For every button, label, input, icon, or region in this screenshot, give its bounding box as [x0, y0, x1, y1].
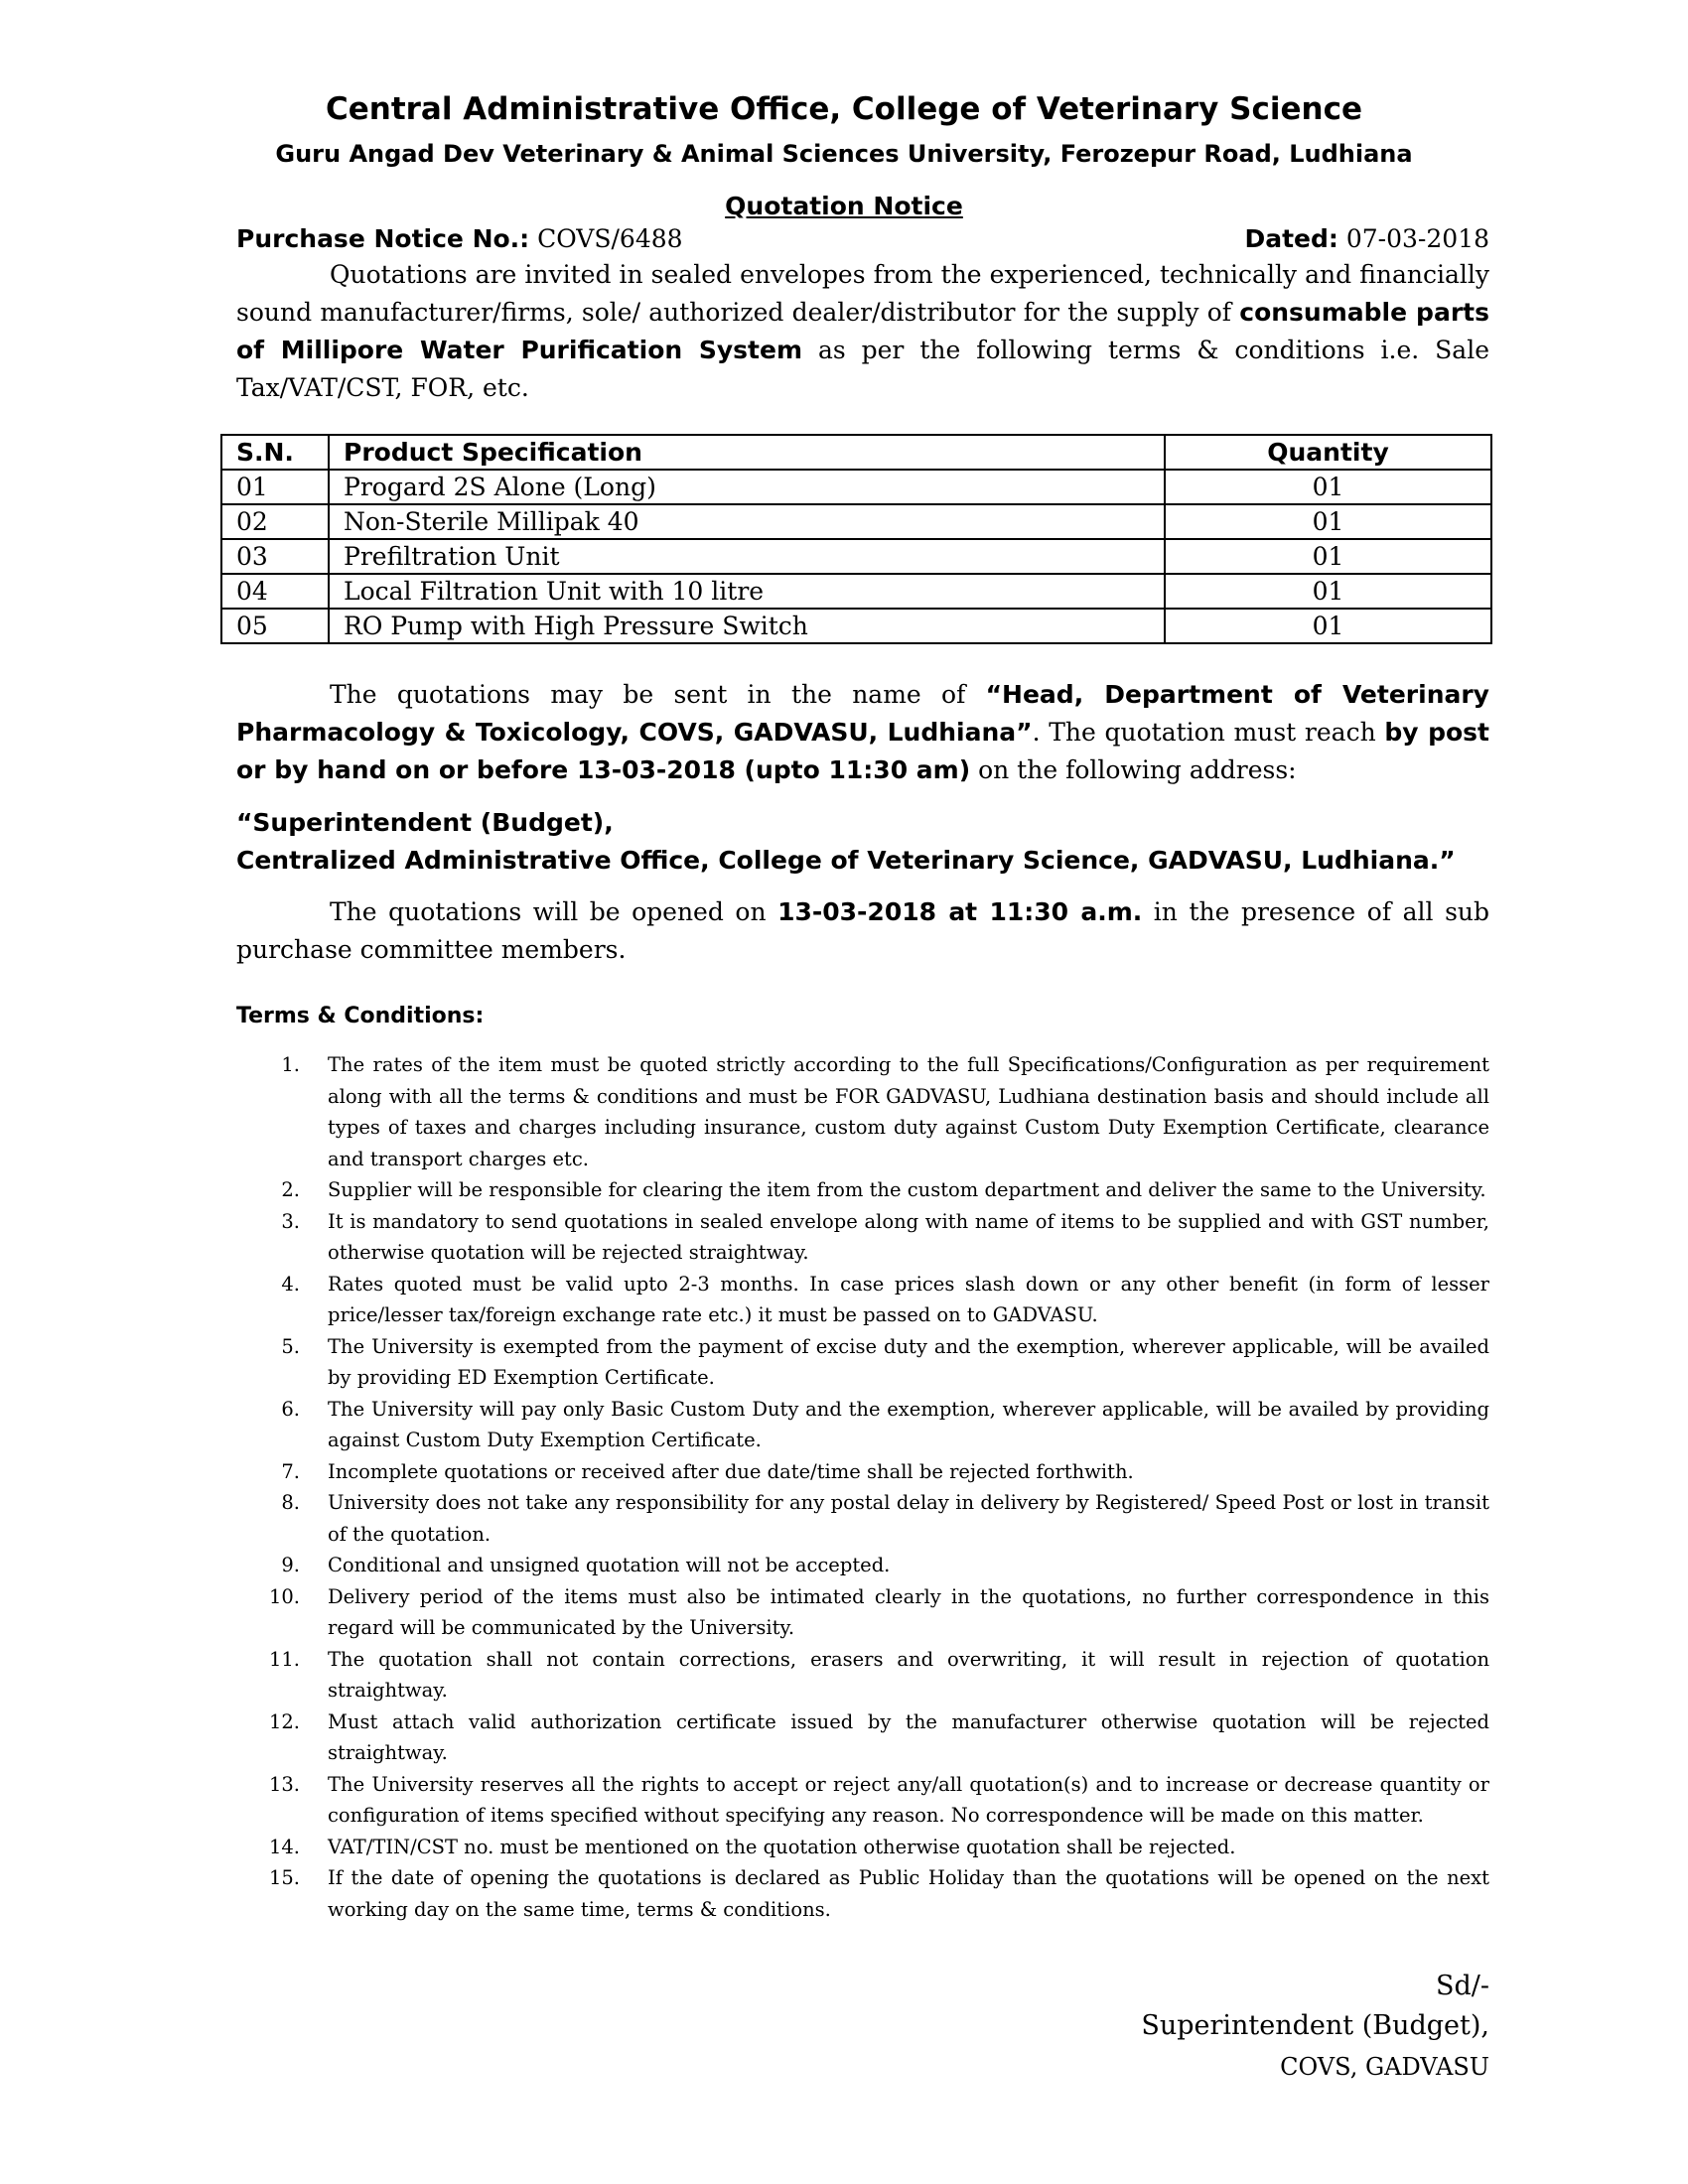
opening-datetime: 13-03-2018 at 11:30 a.m. [777, 897, 1143, 926]
cell-sn: 04 [221, 574, 329, 609]
term-text: The University will pay only Basic Custom Duty and the exemption, wherever applicable, will be availed by providing against Custom Duty Exemption Certificate. [328, 1397, 1489, 1451]
term-text: University does not take any responsibility for any postal delay in delivery by Registered/ Speed Post or lost in transit of the quotation. [328, 1491, 1489, 1546]
header-qty: Quantity [1165, 435, 1491, 470]
header-spec: Product Specification [329, 435, 1165, 470]
term-item [236, 1456, 1489, 1488]
term-text: The rates of the item must be quoted strictly according to the full Specifications/Configuration as per requirement along with all the terms & conditions and must be FOR GADVASU, Ludhiana destination basis and should include all types of taxes and charges including insurance, custom duty against Custom Duty Exemption Certificate, clearance and transport charges etc. [328, 1053, 1489, 1170]
term-number: 3. [281, 1209, 300, 1233]
send-text: The quotations may be sent in the name of [330, 680, 986, 709]
term-number: 1. [281, 1053, 300, 1076]
term-number: 11. [268, 1647, 300, 1671]
cell-sn: 05 [221, 609, 329, 643]
term-number: 9. [281, 1554, 300, 1576]
cell-qty: 01 [1165, 574, 1491, 609]
terms-list [236, 1049, 1489, 1925]
cell-spec: RO Pump with High Pressure Switch [329, 609, 1165, 643]
office-heading: Central Administrative Office, College of Veterinary Science [325, 91, 1363, 127]
intro-text: Quotations are invited in sealed envelopes from the experienced, technically and financially sound manufacturer/firms, sole/ authorized dealer/distributor for the supply of [236, 260, 1489, 327]
term-item [236, 1832, 1489, 1863]
cell-spec: Progard 2S Alone (Long) [329, 470, 1165, 504]
cell-qty: 01 [1165, 504, 1491, 539]
term-text: Supplier will be responsible for clearing the item from the custom department and deliver the same to the University. [328, 1178, 1486, 1201]
send-text-mid: . The quotation must reach [1032, 718, 1385, 747]
terms-heading: Terms & Conditions: [236, 1004, 485, 1028]
term-number: 6. [281, 1397, 300, 1421]
term-item [236, 1644, 1489, 1706]
table-row [221, 609, 1491, 643]
cell-sn: 03 [221, 539, 329, 574]
term-number: 12. [268, 1709, 300, 1733]
notice-number-label: Purchase Notice No.: [236, 224, 530, 253]
opening-paragraph [236, 893, 1489, 969]
term-text: Delivery period of the items must also be intimated clearly in the quotations, no further correspondence in this regard will be communicated by the University. [328, 1584, 1489, 1639]
cell-spec: Prefiltration Unit [329, 539, 1165, 574]
product-table [220, 434, 1492, 644]
table-row [221, 504, 1491, 539]
cell-qty: 01 [1165, 470, 1491, 504]
cell-spec: Local Filtration Unit with 10 litre [329, 574, 1165, 609]
term-number: 5. [281, 1334, 300, 1358]
term-item [236, 1049, 1489, 1174]
term-item [236, 1706, 1489, 1769]
cell-sn: 02 [221, 504, 329, 539]
term-text: The University is exempted from the payment of excise duty and the exemption, wherever applicable, will be availed by providing ED Exemption Certificate. [328, 1334, 1489, 1389]
term-item [236, 1206, 1489, 1269]
send-deadline: by post or by hand on or before 13-03-2018 (upto 11:30 am) [236, 718, 1489, 784]
signature-sd: Sd/- [1436, 1971, 1489, 2001]
cell-sn: 01 [221, 470, 329, 504]
term-number: 13. [268, 1772, 300, 1796]
cell-qty: 01 [1165, 539, 1491, 574]
term-item [236, 1269, 1489, 1331]
opening-text: The quotations will be opened on [330, 897, 778, 926]
term-item [236, 1862, 1489, 1925]
send-recipient: “Head, Department of Veterinary Pharmacology & Toxicology, COVS, GADVASU, Ludhiana” [236, 680, 1489, 747]
address-line-2: Centralized Administrative Office, College of Veterinary Science, GADVASU, Ludhiana.” [236, 846, 1456, 875]
university-heading: Guru Angad Dev Veterinary & Animal Sciences University, Ferozepur Road, Ludhiana [275, 140, 1413, 168]
term-text: The quotation shall not contain corrections, erasers and overwriting, it will result in rejection of quotation straightway. [328, 1647, 1489, 1702]
term-item [236, 1394, 1489, 1456]
term-text: Incomplete quotations or received after due date/time shall be rejected forthwith. [328, 1459, 1134, 1483]
term-number: 10. [268, 1584, 300, 1608]
cell-qty: 01 [1165, 609, 1491, 643]
term-item [236, 1550, 1489, 1581]
opening-text-end: in the presence of all sub purchase committee members. [236, 897, 1490, 964]
table-row [221, 574, 1491, 609]
notice-number [236, 224, 683, 253]
term-item [236, 1769, 1489, 1832]
term-item [236, 1331, 1489, 1394]
signature-title: Superintendent (Budget), [1141, 2010, 1489, 2041]
term-number: 7. [281, 1459, 300, 1483]
term-text: If the date of opening the quotations is declared as Public Holiday than the quotations will be opened on the next working day on the same time, terms & conditions. [328, 1866, 1489, 1921]
term-text: The University reserves all the rights to accept or reject any/all quotation(s) and to increase or decrease quantity or configuration of items specified without specifying any reason. No correspondence will be made on this matter. [328, 1772, 1489, 1827]
term-item [236, 1487, 1489, 1550]
notice-date-value: 07-03-2018 [1345, 224, 1489, 253]
notice-title: Quotation Notice [725, 192, 963, 220]
term-number: 4. [281, 1272, 300, 1296]
notice-number-value: COVS/6488 [537, 224, 683, 253]
table-row [221, 470, 1491, 504]
header-sn: S.N. [221, 435, 329, 470]
term-text: Conditional and unsigned quotation will not be accepted. [328, 1554, 891, 1576]
intro-paragraph [236, 256, 1489, 407]
notice-date [1244, 224, 1489, 253]
term-item [236, 1174, 1489, 1206]
term-number: 15. [268, 1866, 300, 1889]
term-text: VAT/TIN/CST no. must be mentioned on the quotation otherwise quotation shall be rejected. [328, 1835, 1236, 1858]
term-item [236, 1581, 1489, 1644]
table-row [221, 539, 1491, 574]
address-line-1: “Superintendent (Budget), [236, 808, 614, 837]
term-number: 14. [268, 1835, 300, 1858]
table-header-row [221, 435, 1491, 470]
send-text-end: on the following address: [970, 755, 1297, 784]
term-text: Rates quoted must be valid upto 2-3 months. In case prices slash down or any other benefit (in form of lesser price/lesser tax/foreign exchange rate etc.) it must be passed on to GADVASU. [328, 1272, 1489, 1326]
term-text: Must attach valid authorization certificate issued by the manufacturer otherwise quotation will be rejected straightway. [328, 1709, 1489, 1764]
intro-text-end: as per the following terms & conditions i.e. Sale Tax/VAT/CST, FOR, etc. [236, 336, 1489, 402]
term-number: 8. [281, 1491, 300, 1514]
term-text: It is mandatory to send quotations in sealed envelope along with name of items to be supplied and with GST number, otherwise quotation will be rejected straightway. [328, 1209, 1489, 1264]
term-number: 2. [281, 1178, 300, 1201]
intro-bold-text: consumable parts of Millipore Water Purification System [236, 298, 1489, 364]
notice-date-label: Dated: [1244, 224, 1338, 253]
signature-org: COVS, GADVASU [1280, 2053, 1489, 2081]
cell-spec: Non-Sterile Millipak 40 [329, 504, 1165, 539]
send-paragraph [236, 676, 1489, 789]
